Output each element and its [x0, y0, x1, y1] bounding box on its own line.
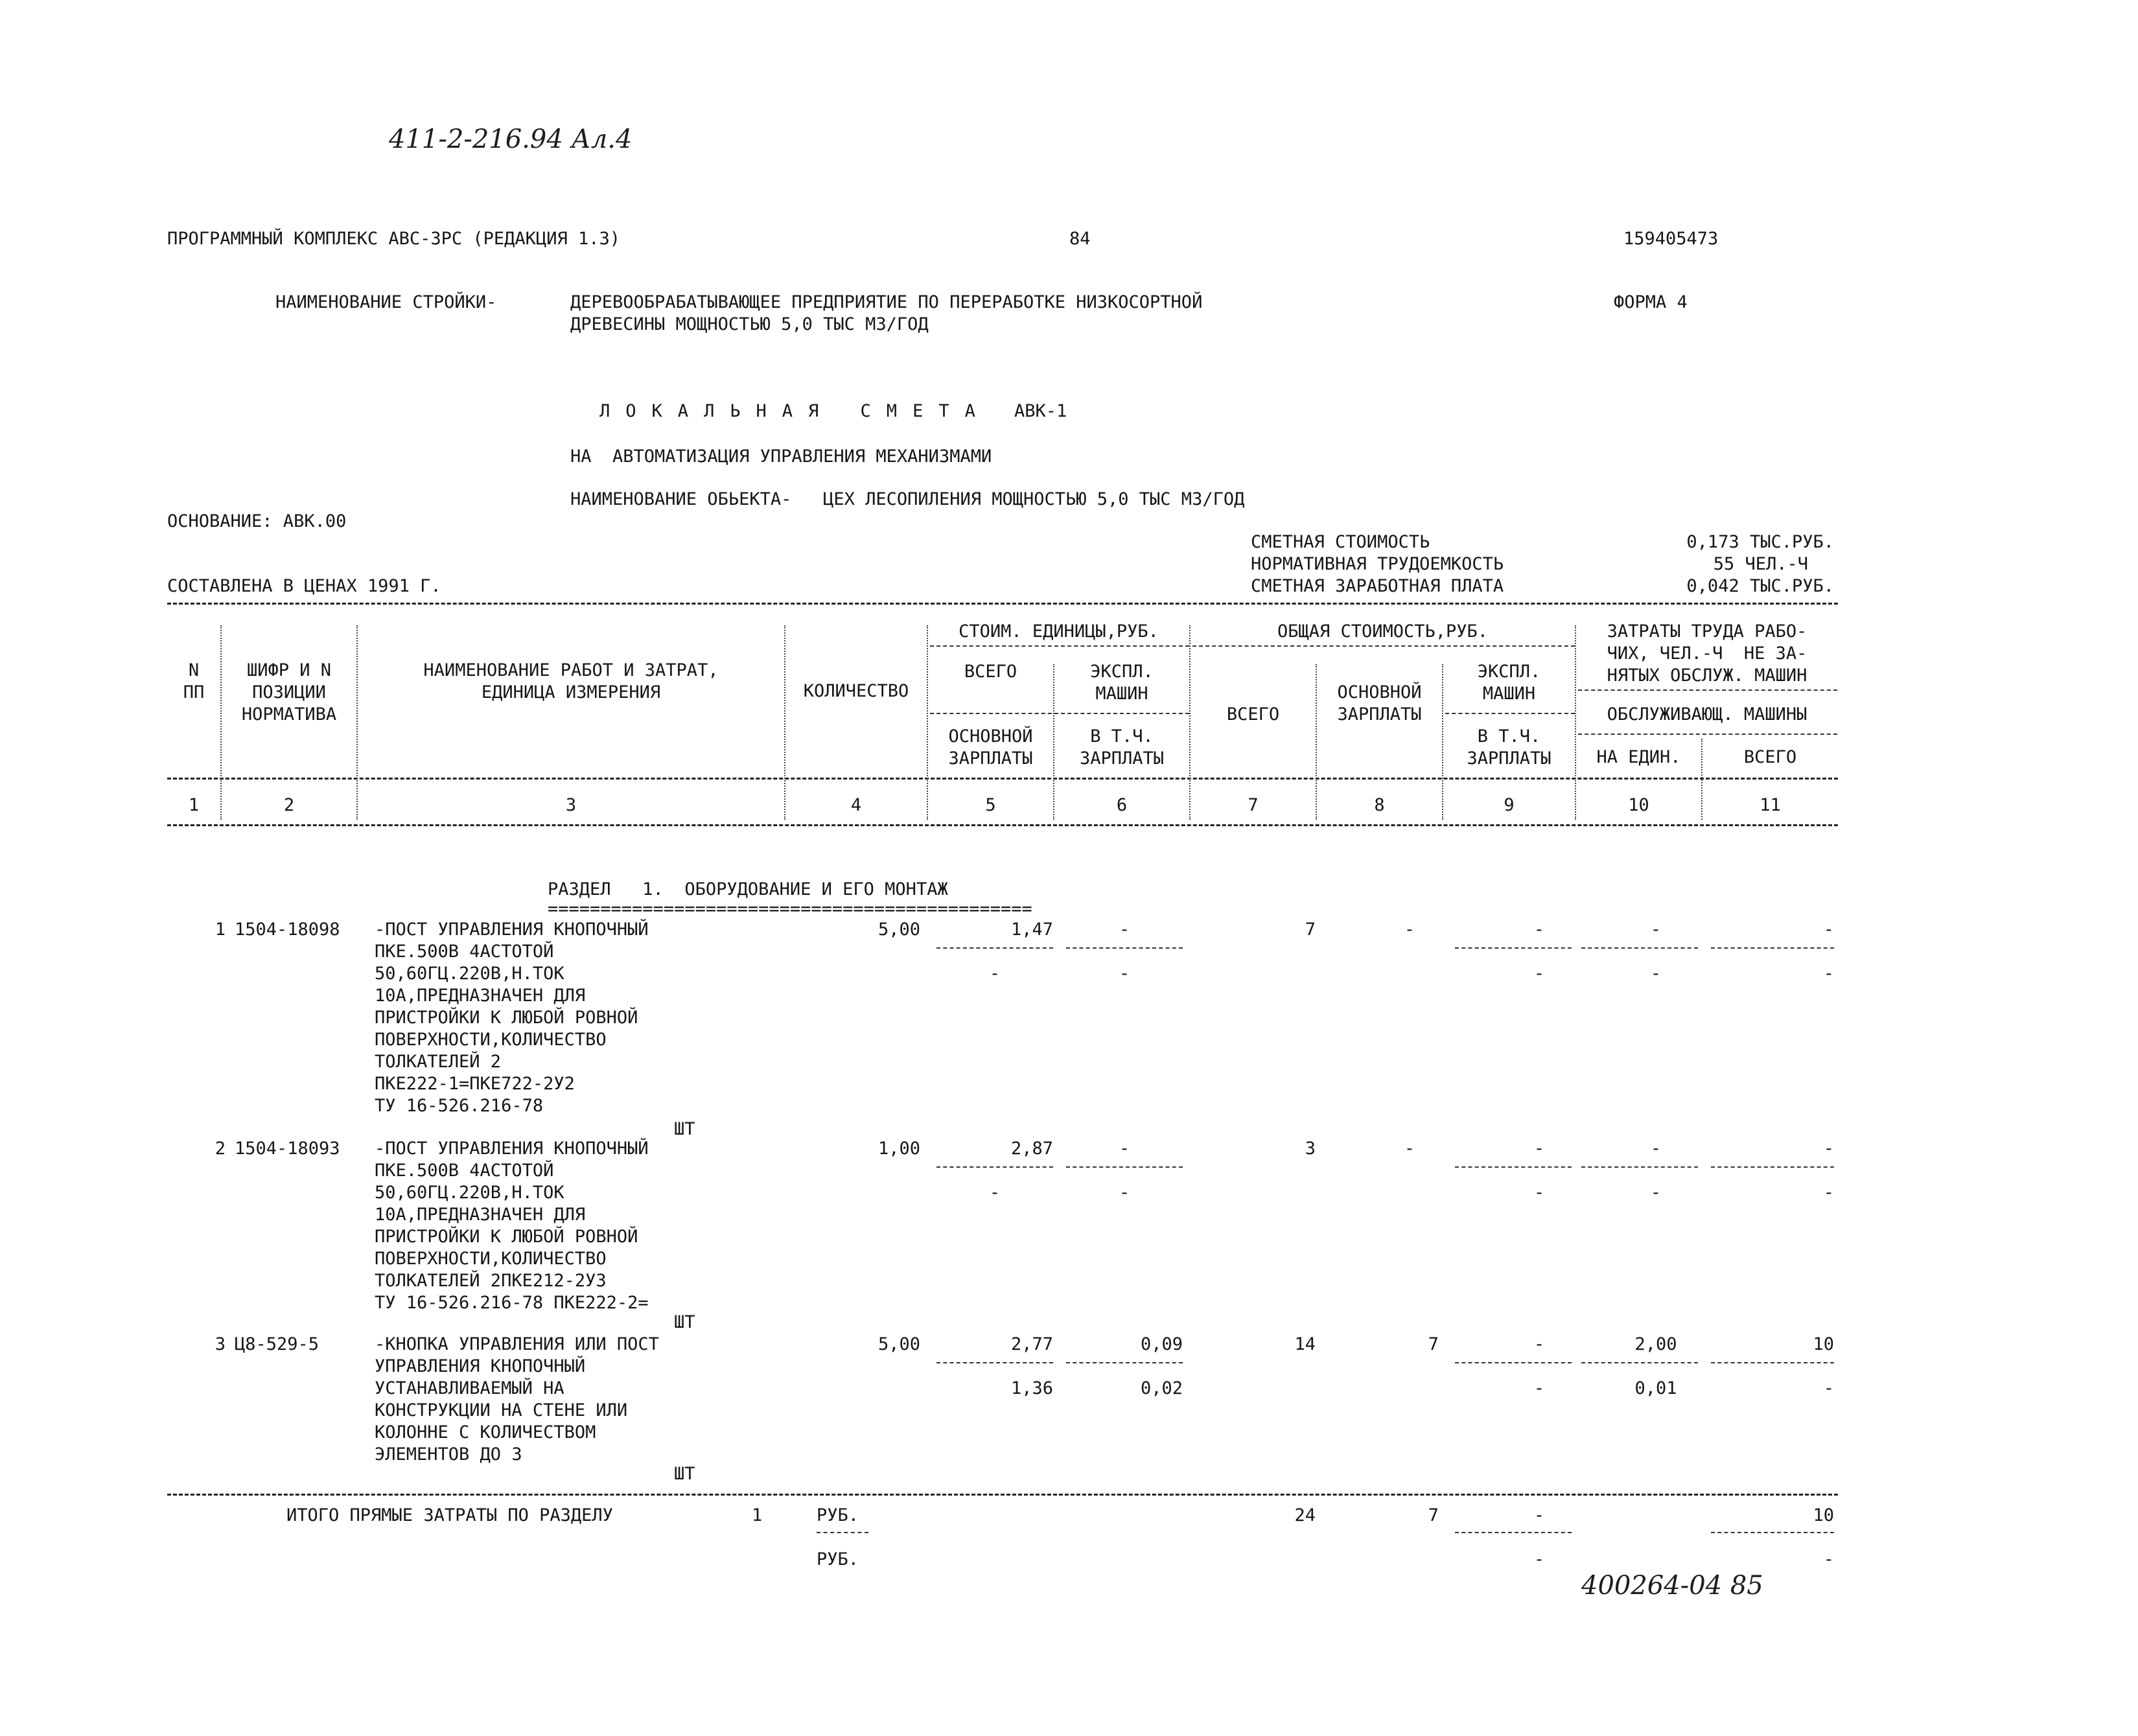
row-number: 3	[215, 1334, 226, 1354]
cell-rule	[1455, 1362, 1572, 1363]
row-unit-wage: 1,36	[1010, 1378, 1053, 1398]
cell-rule	[1581, 947, 1698, 949]
column-number: 3	[565, 795, 577, 815]
totals-wage: 7	[1428, 1505, 1439, 1525]
row-total: 3	[1305, 1139, 1316, 1159]
cell-rule	[1455, 1166, 1572, 1168]
section-title: РАЗДЕЛ 1. ОБОРУДОВАНИЕ И ЕГО МОНТАЖ	[548, 879, 948, 899]
row-unit: ШТ	[674, 1119, 695, 1139]
page-number: 84	[1069, 229, 1091, 249]
totals-total: 24	[1294, 1505, 1316, 1525]
cell-rule	[1711, 1166, 1834, 1168]
cell-rule	[1066, 1166, 1183, 1168]
row-quantity: 5,00	[877, 1334, 920, 1354]
cell-rule	[1711, 1362, 1834, 1363]
document-code: 159405473	[1623, 229, 1719, 249]
estimate-subject: НА АВТОМАТИЗАЦИЯ УПРАВЛЕНИЯ МЕХАНИЗМАМИ	[570, 446, 992, 467]
header-code: ШИФР И N ПОЗИЦИИ НОРМАТИВА	[241, 660, 337, 724]
row-unit: ШТ	[674, 1312, 695, 1332]
compiled-prices: СОСТАВЛЕНА В ЦЕНАХ 1991 Г.	[167, 576, 441, 596]
header-rule	[1192, 645, 1575, 647]
row-unit-mach-wage: -	[1119, 964, 1130, 984]
row-unit-mach-wage: -	[1119, 1183, 1130, 1203]
row-number: 1	[215, 920, 226, 940]
header-qty: КОЛИЧЕСТВО	[803, 681, 909, 701]
row-total-machines: -	[1533, 1139, 1545, 1159]
column-number: 5	[985, 795, 996, 815]
cell-rule	[1581, 1166, 1698, 1168]
summary-value-wage: 0,042 ТЫС.РУБ.	[1686, 576, 1834, 596]
construction-name-line2: ДРЕВЕСИНЫ МОЩНОСТЬЮ 5,0 ТЫС М3/ГОД	[570, 314, 929, 334]
header-rule	[930, 713, 1189, 714]
row-quantity: 5,00	[877, 920, 920, 940]
header-total-wage: ОСНОВНОЙ ЗАРПЛАТЫ	[1337, 682, 1422, 724]
object-name: НАИМЕНОВАНИЕ ОБЬЕКТА- ЦЕХ ЛЕСОПИЛЕНИЯ МОЩНОСТЬЮ 5,0 ТЫС М3/ГОД	[570, 489, 1245, 509]
header-total-cost: ОБЩАЯ СТОИМОСТЬ,РУБ.	[1277, 621, 1489, 642]
header-labor-service: ОБСЛУЖИВАЮЩ. МАШИНЫ	[1607, 704, 1807, 724]
header-unit-cost: СТОИМ. ЕДИНИЦЫ,РУБ.	[959, 621, 1159, 642]
row-labor-serv-unit: 0,01	[1634, 1378, 1677, 1398]
row-unit-total: 1,47	[1010, 920, 1053, 940]
header-labor: ЗАТРАТЫ ТРУДА РАБО- ЧИХ, ЧЕЛ.-Ч НЕ ЗА- НЯТЫХ ОБСЛУЖ. МАШИН	[1607, 621, 1807, 686]
row-total-mach-wage: -	[1533, 1183, 1545, 1203]
row-code: 1504-18093	[235, 1139, 340, 1159]
row-total-machines: -	[1533, 920, 1545, 940]
header-num: N ПП	[183, 660, 205, 702]
row-name: -ПОСТ УПРАВЛЕНИЯ КНОПОЧНЫЙ ПКЕ.500В 4АСТОТОЙ 50,60ГЦ.220В,Н.ТОК 10А,ПРЕДНАЗНАЧЕН ДЛЯ ПРИСТРОЙКИ К ЛЮБОЙ РОВНОЙ ПОВЕРХНОСТИ,КОЛИЧЕСТВО ТОЛКАТЕЛЕЙ 2ПКЕ212-2У3 ТУ 16-526.216-78 ПКЕ222-2=	[375, 1139, 649, 1313]
row-code: Ц8-529-5	[235, 1334, 320, 1354]
row-unit-wage: -	[989, 1183, 1001, 1203]
cell-rule	[1581, 1362, 1698, 1363]
row-unit-machines: -	[1119, 1139, 1130, 1159]
cell-rule	[936, 947, 1053, 949]
row-code: 1504-18098	[235, 920, 340, 940]
header-rule	[1578, 689, 1837, 691]
column-number: 1	[188, 795, 200, 815]
row-total-mach-wage: -	[1533, 1378, 1545, 1398]
row-labor-serv-total: -	[1823, 1183, 1834, 1203]
totals-machines: -	[1533, 1505, 1545, 1525]
row-labor-unit: -	[1650, 920, 1662, 940]
row-unit: ШТ	[674, 1464, 695, 1484]
totals-labor-total: 10	[1813, 1505, 1834, 1525]
totals-unit-wage: РУБ.	[817, 1549, 859, 1569]
summary-label-cost: СМЕТНАЯ СТОИМОСТЬ	[1251, 532, 1430, 552]
row-total: 14	[1294, 1334, 1316, 1354]
program-name: ПРОГРАММНЫЙ КОМПЛЕКС АВС-3РС (РЕДАКЦИЯ 1.3)	[167, 229, 620, 249]
row-name: -ПОСТ УПРАВЛЕНИЯ КНОПОЧНЫЙ ПКЕ.500В 4АСТОТОЙ 50,60ГЦ.220В,Н.ТОК 10А,ПРЕДНАЗНАЧЕН ДЛЯ ПРИСТРОЙКИ К ЛЮБОЙ РОВНОЙ ПОВЕРХНОСТИ,КОЛИЧЕСТВО ТОЛКАТЕЛЕЙ 2 ПКЕ222-1=ПКЕ722-2У2 ТУ 16-526.216-78	[375, 920, 649, 1116]
summary-label-labor: НОРМАТИВНАЯ ТРУДОЕМКОСТЬ	[1251, 554, 1504, 574]
col-sep	[356, 625, 358, 820]
row-total: 7	[1305, 920, 1316, 940]
header-total-all: ВСЕГО	[1226, 704, 1280, 724]
row-unit-machines: 0,09	[1140, 1334, 1183, 1354]
header-labor-unit: НА ЕДИН.	[1596, 747, 1681, 767]
column-number: 8	[1374, 795, 1385, 815]
column-number: 6	[1116, 795, 1128, 815]
header-labor-total: ВСЕГО	[1743, 747, 1797, 767]
summary-value-labor: 55 ЧЕЛ.-Ч	[1713, 554, 1808, 574]
header-unit-mach-wage: В Т.Ч. ЗАРПЛАТЫ	[1079, 726, 1165, 769]
totals-top-rule	[167, 1494, 1838, 1496]
totals-label: ИТОГО ПРЯМЫЕ ЗАТРАТЫ ПО РАЗДЕЛУ	[286, 1505, 613, 1525]
totals-labor-serv-total: -	[1823, 1549, 1834, 1569]
row-total-wage: 7	[1428, 1334, 1439, 1354]
column-number: 10	[1628, 795, 1649, 815]
row-total-wage: -	[1404, 920, 1415, 940]
cell-rule	[1455, 947, 1572, 949]
col-sep	[784, 625, 785, 820]
handwritten-inventory-number: 400264-04 85	[1581, 1571, 1763, 1601]
numbers-bottom-rule	[167, 824, 1838, 826]
handwritten-document-code: 411-2-216.94 Ал.4	[389, 124, 633, 154]
row-labor-serv-unit: -	[1650, 1183, 1662, 1203]
construction-label: НАИМЕНОВАНИЕ СТРОЙКИ-	[275, 292, 497, 312]
header-rule	[1578, 734, 1837, 735]
section-underline: ==============================================	[548, 899, 1032, 919]
row-number: 2	[215, 1139, 226, 1159]
cell-rule	[936, 1166, 1053, 1168]
column-number: 7	[1248, 795, 1259, 815]
construction-name-line1: ДЕРЕВООБРАБАТЫВАЮЩЕЕ ПРЕДПРИЯТИЕ ПО ПЕРЕРАБОТКЕ НИЗКОСОРТНОЙ	[570, 292, 1203, 312]
row-labor-unit: 2,00	[1634, 1334, 1677, 1354]
header-total-machines: ЭКСПЛ. МАШИН	[1477, 662, 1541, 704]
column-number: 4	[850, 795, 862, 815]
row-total-wage: -	[1404, 1139, 1415, 1159]
estimate-code: АВК-1	[1014, 401, 1067, 421]
cell-rule	[936, 1362, 1053, 1363]
cell-rule	[1711, 1532, 1834, 1533]
header-rule	[930, 645, 1189, 647]
row-labor-serv-unit: -	[1650, 964, 1662, 984]
cell-rule	[1711, 947, 1834, 949]
summary-label-wage: СМЕТНАЯ ЗАРАБОТНАЯ ПЛАТА	[1251, 576, 1504, 596]
column-number: 9	[1504, 795, 1515, 815]
row-total-mach-wage: -	[1533, 964, 1545, 984]
form-label: ФОРМА 4	[1614, 292, 1688, 312]
header-bottom-rule	[167, 778, 1838, 780]
row-unit-mach-wage: 0,02	[1140, 1378, 1183, 1398]
row-name: -КНОПКА УПРАВЛЕНИЯ ИЛИ ПОСТ УПРАВЛЕНИЯ КНОПОЧНЫЙ УСТАНАВЛИВАЕМЫЙ НА КОНСТРУКЦИИ НА СТЕНЕ ИЛИ КОЛОННЕ С КОЛИЧЕСТВОМ ЭЛЕМЕНТОВ ДО 3	[375, 1334, 659, 1464]
row-total-machines: -	[1533, 1334, 1545, 1354]
row-unit-wage: -	[989, 964, 1001, 984]
row-labor-serv-total: -	[1823, 1378, 1834, 1398]
header-unit-total: ВСЕГО	[964, 662, 1017, 682]
header-unit-machines: ЭКСПЛ. МАШИН	[1090, 662, 1154, 704]
basis: ОСНОВАНИЕ: АВК.00	[167, 511, 347, 531]
totals-mach-wage: -	[1533, 1549, 1545, 1569]
row-labor-serv-total: -	[1823, 964, 1834, 984]
header-total-mach-wage: В Т.Ч. ЗАРПЛАТЫ	[1467, 726, 1551, 769]
cell-rule	[1066, 1362, 1183, 1363]
cell-rule	[817, 1532, 868, 1533]
row-quantity: 1,00	[877, 1139, 920, 1159]
col-sep	[927, 625, 928, 820]
estimate-title: ЛОКАЛЬНАЯ СМЕТА	[599, 401, 991, 421]
header-unit-wage: ОСНОВНОЙ ЗАРПЛАТЫ	[948, 726, 1033, 769]
header-name: НАИМЕНОВАНИЕ РАБОТ И ЗАТРАТ, ЕДИНИЦА ИЗМЕРЕНИЯ	[423, 660, 719, 702]
row-labor-unit: -	[1650, 1139, 1662, 1159]
totals-unit: РУБ.	[817, 1505, 859, 1525]
cell-rule	[1066, 947, 1183, 949]
table-top-rule	[167, 603, 1838, 605]
row-unit-machines: -	[1119, 920, 1130, 940]
column-number: 2	[283, 795, 295, 815]
cell-rule	[1455, 1532, 1572, 1533]
row-labor-total: 10	[1813, 1334, 1834, 1354]
column-number: 11	[1760, 795, 1781, 815]
row-labor-total: -	[1823, 920, 1834, 940]
row-unit-total: 2,87	[1010, 1139, 1053, 1159]
row-unit-total: 2,77	[1010, 1334, 1053, 1354]
summary-value-cost: 0,173 ТЫС.РУБ.	[1686, 532, 1834, 552]
header-rule	[1445, 713, 1575, 714]
row-labor-total: -	[1823, 1139, 1834, 1159]
totals-section: 1	[752, 1505, 763, 1525]
